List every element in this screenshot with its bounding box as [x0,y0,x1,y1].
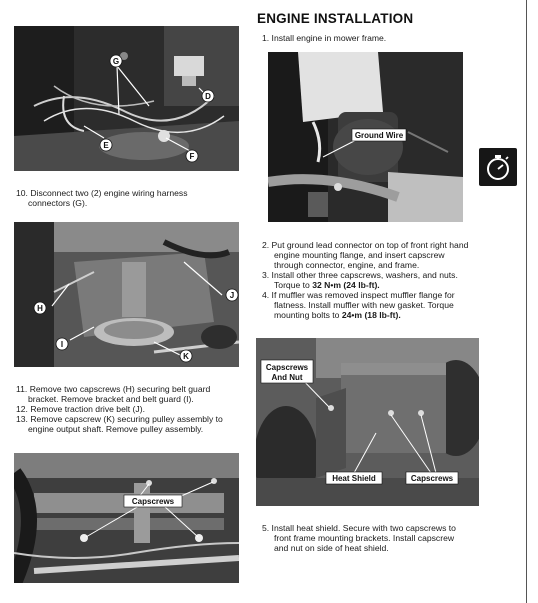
section-tab [479,148,517,186]
steps-11-13: 11. Remove two capscrews (H) securing belt guard bracket. Remove bracket and belt guard (I). 12. Remove traction drive belt (J). 13. Remove capscrew (K) securing pulley assembly to engine output shaft. Remove pulley assembly. [16,384,223,434]
callout-i [56,338,68,350]
callout-ground-wire [352,129,406,141]
svg-text:Capscrews: Capscrews [131,497,175,506]
callout-e [100,139,112,151]
svg-text:D: D [205,92,211,101]
svg-text:Heat Shield: Heat Shield [332,474,376,483]
svg-text:Ground Wire: Ground Wire [354,131,404,140]
callout-k [180,350,192,362]
page-title: ENGINE INSTALLATION [257,11,414,26]
page-edge-rule [526,0,527,603]
photo-belt-guard [14,222,239,367]
callout-g [110,55,122,67]
svg-text:F: F [189,152,195,161]
callout-capscrews-fig3 [124,495,182,507]
svg-text:Capscrews: Capscrews [265,363,309,372]
step-5: 5. Install heat shield. Secure with two capscrews to front frame mounting brackets. Install capscrew and nut on side of heat shield. [262,523,456,553]
svg-text:G: G [112,57,120,66]
step-1: 1. Install engine in mower frame. [262,33,387,43]
callout-heat-shield [326,472,382,484]
callout-capscrews-fig5 [406,472,458,484]
svg-text:Capscrews: Capscrews [410,474,454,483]
stopwatch-icon [479,148,517,186]
photo-pulley-capscrews [14,453,239,583]
photo-ground-wire [268,52,463,222]
callout-h [34,302,46,314]
svg-text:J: J [229,291,235,300]
step-10: 10. Disconnect two (2) engine wiring harness connectors (G). [16,188,188,208]
svg-text:I: I [60,340,64,349]
callout-d [202,90,214,102]
svg-text:And Nut: And Nut [271,373,303,382]
photo-heat-shield [256,338,479,506]
callout-capscrews-and-nut [261,360,313,383]
photo-wiring-harness [14,26,239,171]
steps-2-4: 2. Put ground lead connector on top of front right hand engine mounting flange, and insert capscrew through connector, engine, and frame. 3. Install other three capscrews, washers, and nuts. Torque to 32 N•m (24 lb-ft). 4. If muffler was removed inspect muffler flange for flatness. Install muffler with new gasket. Torque mounting bolts to 24•m (18 lb-ft). [262,240,469,320]
svg-text:K: K [183,352,189,361]
callout-f [186,150,198,162]
svg-text:E: E [103,141,109,150]
callout-j [226,289,238,301]
svg-text:H: H [37,304,43,313]
